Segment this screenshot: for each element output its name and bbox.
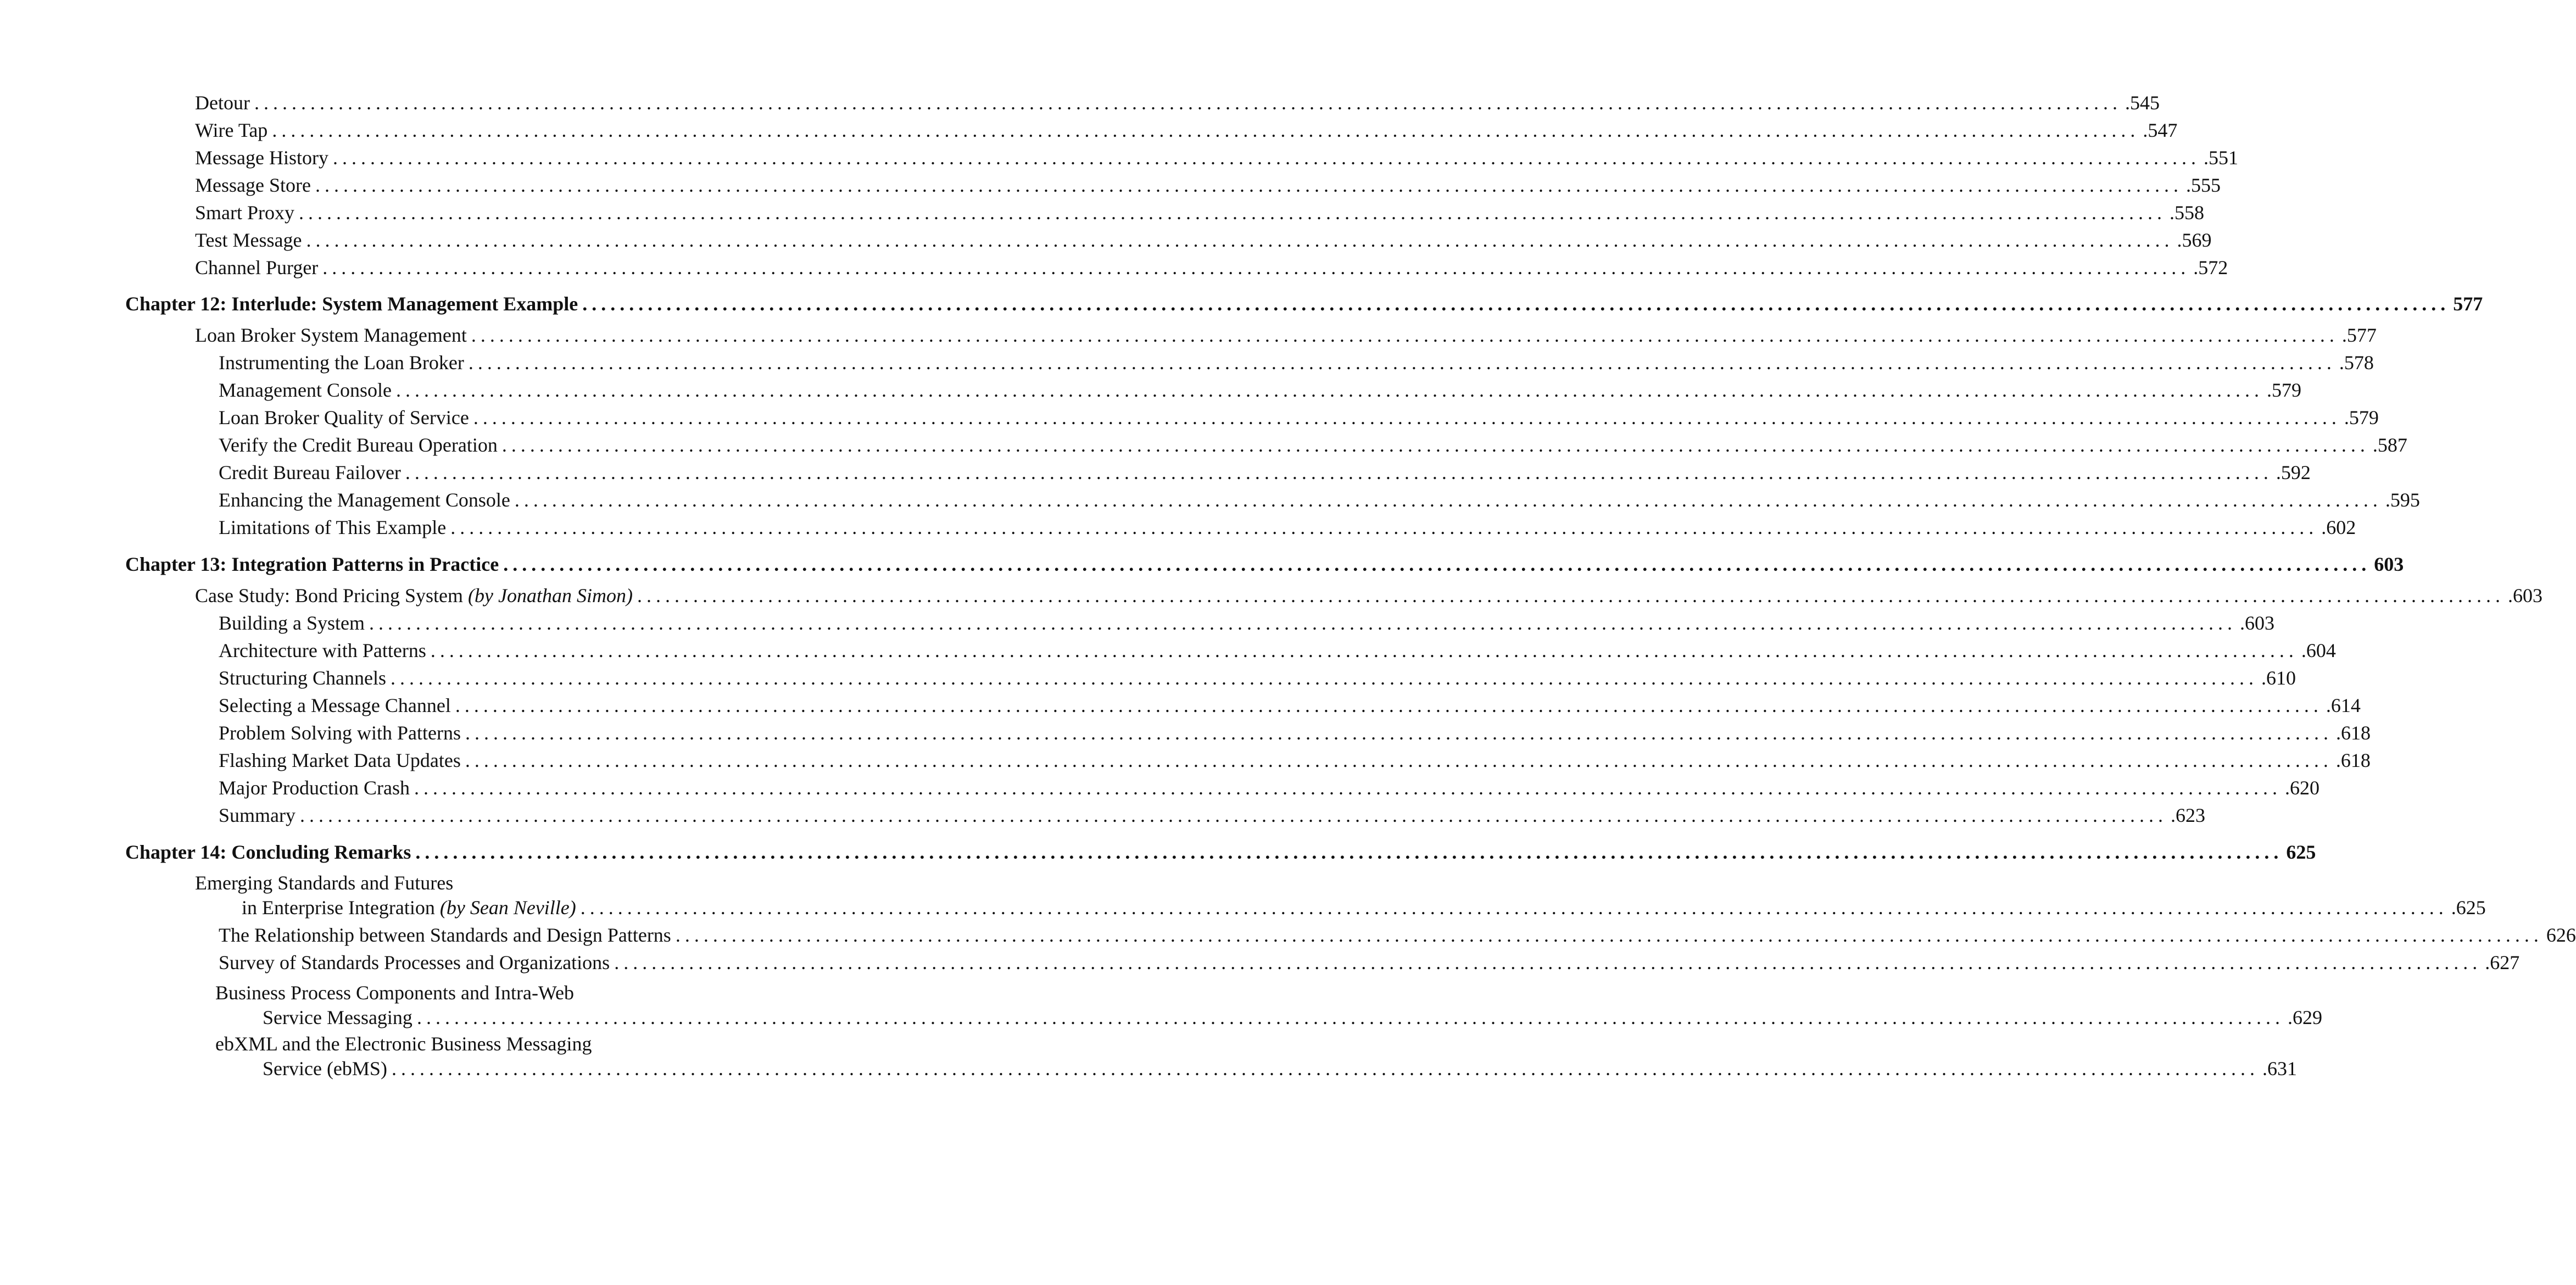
toc-page-number: .558 [2170, 202, 2205, 224]
toc-entry-title-text: Test Message [195, 229, 302, 251]
toc-page-number: .579 [2266, 379, 2301, 401]
toc-page-number: .614 [2326, 694, 2361, 716]
toc-entry [219, 514, 2356, 541]
dot-leader: ........................................................................................................................................................................................................ [315, 174, 2183, 196]
toc-entry-title-text: Major Production Crash [219, 777, 410, 799]
toc-entry [219, 692, 2361, 719]
toc-entry-title [219, 921, 676, 949]
dot-leader: ........................................................................................................................................................................................................ [468, 352, 2336, 374]
toc-entry [219, 949, 2520, 976]
dot-leader: ........................................................................................................................................................................................................ [272, 119, 2140, 141]
toc-page-number: .623 [2171, 804, 2205, 826]
toc-page-number: .603 [2240, 612, 2275, 634]
dot-leader: ........................................................................................................................................................................................................ [414, 777, 2282, 799]
dot-leader: ........................................................................................................................................................................................................ [369, 612, 2237, 634]
dot-leader: ........................................................................................................................................................................................................ [430, 639, 2298, 661]
toc-page-number: .577 [2341, 324, 2377, 346]
toc-page-number: .572 [2193, 257, 2228, 279]
toc-entry-title [263, 1004, 417, 1031]
toc-page-number: .620 [2284, 777, 2319, 799]
toc-entry-title [219, 609, 369, 637]
toc-entry-title-text: Smart Proxy [195, 202, 295, 224]
toc-entry-title [195, 872, 458, 894]
toc-entry [219, 637, 2336, 664]
dot-leader: ........................................................................................................................................................................................................ [306, 229, 2174, 251]
toc-entry-title-text: Building a System [219, 612, 365, 634]
dot-leader: ........................................................................................................................................................................................................ [501, 434, 2369, 456]
toc-chapter-entry [125, 550, 2404, 578]
toc-entry [219, 349, 2374, 376]
toc-entry-title-text: Limitations of This Example [219, 516, 447, 538]
dot-leader: ........................................................................................................................................................................................................ [582, 293, 2450, 315]
toc-page-number: .587 [2372, 434, 2407, 456]
toc-page-number: .603 [2507, 585, 2542, 607]
toc-page-number: .555 [2185, 174, 2221, 196]
toc-entry-title [195, 144, 333, 171]
dot-leader: ........................................................................................................................................................................................................ [465, 749, 2333, 771]
toc-entry-author: (by Sean Neville) [439, 897, 576, 919]
toc-entry-title-text: Wire Tap [195, 119, 268, 141]
dot-leader: ........................................................................................................................................................................................................ [473, 407, 2341, 429]
toc-entry-title [219, 486, 515, 514]
toc-entry-title [195, 226, 306, 254]
toc-entry [219, 719, 2371, 747]
dot-leader: ........................................................................................................................................................................................................ [391, 1058, 2259, 1080]
toc-entry-title-text: Loan Broker System Management [195, 324, 467, 346]
toc-entry-title [219, 349, 469, 376]
toc-entry [195, 144, 2238, 171]
toc-entry-title-text: Instrumenting the Loan Broker [219, 352, 464, 374]
toc-entry-title-text: Architecture with Patterns [219, 639, 426, 661]
toc-entry-title [215, 1033, 596, 1055]
toc-page-number: .625 [2451, 897, 2486, 919]
toc-page-number: .618 [2335, 749, 2371, 771]
toc-entry-title-text: Channel Purger [195, 257, 319, 279]
dot-leader: ........................................................................................................................................................................................................ [395, 379, 2263, 401]
toc-entry [219, 486, 2420, 514]
toc-page-number: .569 [2177, 229, 2212, 251]
dot-leader: ........................................................................................................................................................................................................ [416, 1006, 2284, 1028]
dot-leader: ........................................................................................................................................................................................................ [675, 924, 2543, 946]
toc-entry-title-text: Problem Solving with Patterns [219, 722, 461, 744]
toc-entry-title-text: Chapter 13: Integration Patterns in Practice [125, 553, 499, 575]
toc-entry-title-text: Verify the Credit Bureau Operation [219, 434, 498, 456]
dot-leader: ........................................................................................................................................................................................................ [299, 202, 2167, 224]
toc-page-number: .631 [2262, 1058, 2297, 1080]
toc-entry-title [263, 1055, 392, 1082]
toc-chapter-entry [125, 290, 2483, 318]
toc-page-number: .545 [2125, 92, 2160, 114]
toc-entry [195, 321, 2377, 349]
toc-entry-title [195, 582, 637, 609]
toc-entry-title-text: Business Process Components and Intra-Web [215, 982, 575, 1004]
toc-entry [219, 376, 2301, 404]
toc-entry-title [242, 894, 581, 921]
toc-entry-title [219, 637, 431, 664]
dot-leader: ........................................................................................................................................................................................................ [471, 324, 2339, 346]
toc-entry-title-text: Credit Bureau Failover [219, 461, 401, 483]
toc-page-number: 626 [2546, 924, 2576, 946]
toc-entry-title [195, 116, 272, 144]
toc-entry-title [219, 376, 396, 404]
toc-entry-title-text: Survey of Standards Processes and Organizations [219, 952, 610, 974]
toc-page-number: .610 [2261, 667, 2296, 689]
toc-page-number: 577 [2453, 293, 2483, 315]
toc-entry [195, 226, 2212, 254]
toc-entry [219, 431, 2407, 459]
toc-entry [219, 404, 2379, 431]
toc-entry [215, 1030, 798, 1058]
toc-page-number: 625 [2286, 841, 2316, 863]
dot-leader: ........................................................................................................................................................................................................ [322, 257, 2190, 279]
toc-entry-title-text: Service (ebMS) [263, 1058, 387, 1080]
dot-leader: ........................................................................................................................................................................................................ [390, 667, 2258, 689]
toc-entry [219, 921, 2576, 949]
toc-entry [263, 1004, 2322, 1031]
dot-leader: ........................................................................................................................................................................................................ [450, 516, 2318, 538]
toc-page-number: 603 [2374, 553, 2404, 575]
toc-page-number: .595 [2385, 489, 2420, 511]
toc-page-number: .579 [2344, 407, 2379, 429]
toc-entry [219, 774, 2319, 802]
dot-leader: ........................................................................................................................................................................................................ [614, 952, 2482, 974]
toc-entry-title-text: Case Study: Bond Pricing System [195, 585, 469, 607]
toc-chapter-entry [125, 838, 2316, 866]
toc-page-number: .629 [2287, 1006, 2322, 1028]
toc-page-number: .592 [2276, 461, 2311, 483]
toc-entry-title-text: Emerging Standards and Futures [195, 872, 454, 894]
dot-leader: ........................................................................................................................................................................................................ [300, 804, 2167, 826]
toc-entry-title-text: Chapter 14: Concluding Remarks [125, 841, 411, 863]
toc-entry-title [195, 321, 471, 349]
toc-entry-title-text: The Relationship between Standards and Design Patterns [219, 924, 671, 946]
toc-entry-title [219, 719, 465, 747]
toc-entry-title [125, 838, 415, 866]
dot-leader: ........................................................................................................................................................................................................ [455, 694, 2323, 716]
toc-entry-title [195, 254, 322, 281]
toc-page-number: .578 [2339, 352, 2374, 374]
toc-entry-title [219, 747, 465, 774]
toc-entry-title [195, 171, 315, 199]
toc-entry-title-text: Service Messaging [263, 1006, 412, 1028]
toc-entry [195, 89, 2160, 116]
toc-entry-title [219, 802, 300, 829]
toc-entry-title-text: Enhancing the Management Console [219, 489, 510, 511]
toc-entry-title-text: Detour [195, 92, 250, 114]
dot-leader: ........................................................................................................................................................................................................ [465, 722, 2333, 744]
toc-entry-title-text: Loan Broker Quality of Service [219, 407, 469, 429]
toc-entry [219, 664, 2296, 692]
toc-entry-title [219, 459, 405, 486]
toc-entry [242, 894, 2486, 921]
toc-entry-title-text: Message History [195, 147, 328, 169]
toc-entry [263, 1055, 2297, 1082]
toc-entry [215, 979, 798, 1006]
toc-entry-title-text: Summary [219, 804, 295, 826]
dot-leader: ........................................................................................................................................................................................................ [332, 147, 2200, 169]
toc-entry-title-text: Management Console [219, 379, 392, 401]
dot-leader: ........................................................................................................................................................................................................ [580, 897, 2448, 919]
toc-entry [219, 609, 2275, 637]
toc-page-number: .627 [2485, 952, 2520, 974]
toc-entry [195, 582, 2542, 609]
dot-leader: ........................................................................................................................................................................................................ [415, 841, 2283, 863]
toc-entry [219, 802, 2205, 829]
toc-entry-title-text: Selecting a Message Channel [219, 694, 451, 716]
toc-entry-title-text: Flashing Market Data Updates [219, 749, 461, 771]
toc-page-number: .604 [2301, 639, 2336, 661]
toc-entry-title [195, 199, 299, 226]
dot-leader: ........................................................................................................................................................................................................ [514, 489, 2382, 511]
toc-entry-title [219, 664, 391, 692]
toc-entry [219, 747, 2371, 774]
toc-entry [195, 116, 2178, 144]
toc-entry-title [219, 514, 450, 541]
dot-leader: ........................................................................................................................................................................................................ [254, 92, 2122, 114]
toc-entry-title [125, 290, 582, 318]
toc-entry [219, 459, 2311, 486]
toc-entry [195, 869, 792, 897]
toc-entry-title [219, 692, 455, 719]
toc-entry-title [195, 89, 254, 116]
toc-entry-title [219, 404, 473, 431]
dot-leader: ........................................................................................................................................................................................................ [405, 461, 2273, 483]
toc-entry-title-text: Structuring Channels [219, 667, 386, 689]
toc-page-number: .602 [2321, 516, 2356, 538]
toc-entry-title-text: Message Store [195, 174, 311, 196]
toc-entry-title-text: Chapter 12: Interlude: System Management Example [125, 293, 578, 315]
toc-entry-title [219, 774, 414, 802]
dot-leader: ........................................................................................................................................................................................................ [503, 553, 2371, 575]
toc-entry [195, 199, 2205, 226]
toc-entry-title [125, 550, 503, 578]
toc-page-number: .547 [2143, 119, 2178, 141]
toc-entry-author: (by Jonathan Simon) [468, 585, 633, 607]
toc-entry-title-text: ebXML and the Electronic Business Messaging [215, 1033, 592, 1055]
toc-entry [195, 171, 2221, 199]
toc-entry-title [215, 982, 578, 1004]
toc-entry-title-text: in Enterprise Integration [242, 897, 440, 919]
toc-entry [195, 254, 2228, 281]
toc-page-number: .551 [2203, 147, 2238, 169]
toc-entry-title [219, 949, 614, 976]
dot-leader: ........................................................................................................................................................................................................ [637, 585, 2505, 607]
toc-page-number: .618 [2336, 722, 2371, 744]
toc-entry-title [219, 431, 502, 459]
